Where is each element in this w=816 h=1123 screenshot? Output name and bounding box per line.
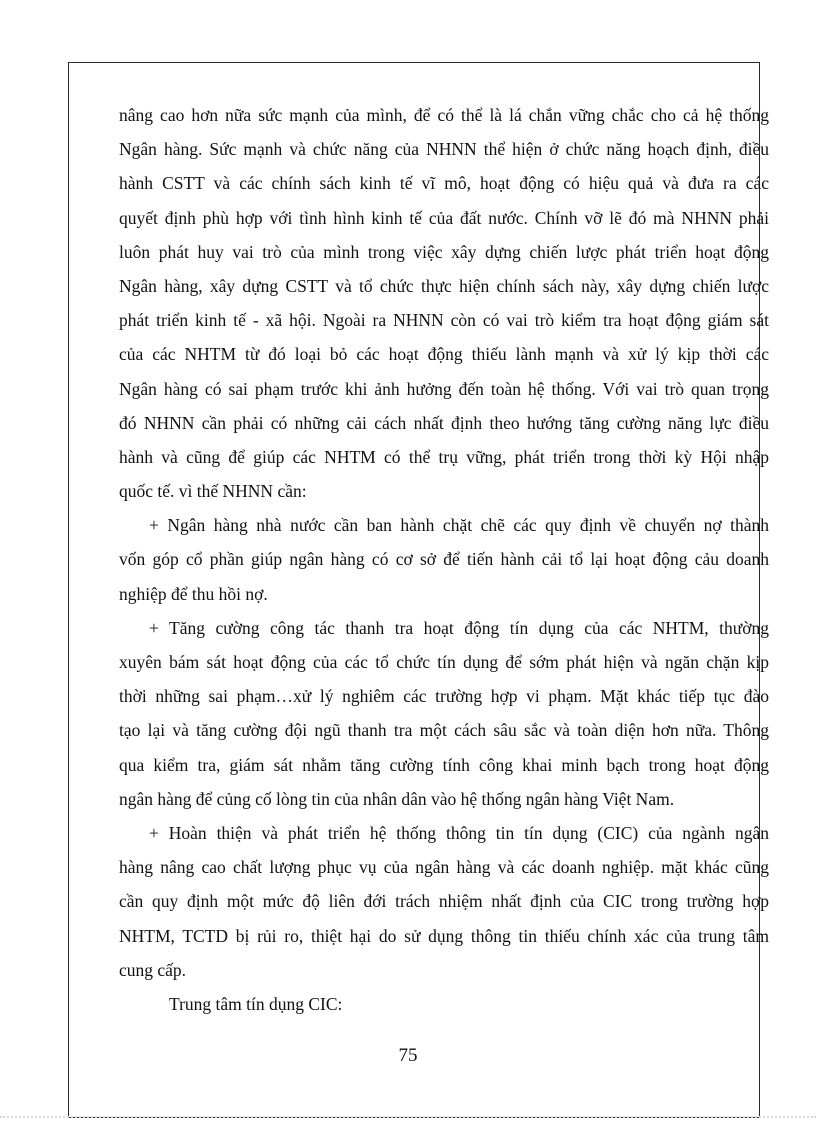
text-line: Trung tâm tín dụng CIC: <box>169 993 343 1014</box>
text-line: tạo lại và tăng cường đội ngũ thanh tra một cách sâu sắc và toàn diện hơn nữa. Thông <box>119 720 769 741</box>
paragraph <box>119 98 769 508</box>
text-line: Ngân hàng, xây dựng CSTT và tổ chức thực hiện chính sách này, xây dựng chiến lược <box>119 275 769 296</box>
text-line: cung cấp. <box>119 959 187 980</box>
text-line: ngân hàng để củng cố lòng tin của nhân dân vào hệ thống ngân hàng Việt Nam. <box>119 788 675 809</box>
page-bottom-divider <box>0 1116 816 1118</box>
text-line: hàng nâng cao chất lượng phục vụ của ngân hàng và các doanh nghiệp. mặt khác cũng <box>119 857 769 878</box>
text-line: luôn phát huy vai trò của mình trong việc xây dựng chiến lược phát triển hoạt động <box>119 241 769 262</box>
text-line: + Hoàn thiện và phát triển hệ thống thông tin tín dụng (CIC) của ngành ngân <box>149 822 769 843</box>
text-line: quyết định phù hợp với tình hình kinh tế của đất nước. Chính vỡ lẽ đó mà NHNN phải <box>119 207 769 228</box>
text-line: nâng cao hơn nữa sức mạnh của mình, để có thể là lá chắn vững chắc cho cả hệ thống <box>119 105 769 125</box>
paragraph <box>119 611 769 816</box>
text-line: NHTM, TCTD bị rủi ro, thiệt hại do sử dụng thông tin thiếu chính xác của trung tâm <box>119 925 769 946</box>
text-line: của các NHTM từ đó loại bỏ các hoạt động thiếu lành mạnh và xử lý kịp thời các <box>119 344 769 365</box>
paragraph <box>119 987 769 1021</box>
text-line: đó NHNN cần phải có những cải cách nhất định theo hướng tăng cường năng lực điều <box>119 412 769 433</box>
text-line: thời những sai phạm…xử lý nghiêm các trường hợp vi phạm. Mặt khác tiếp tục đào <box>119 686 769 707</box>
text-line: Ngân hàng. Sức mạnh và chức năng của NHNN thể hiện ở chức năng hoạch định, điều <box>119 139 769 160</box>
text-line: xuyên bám sát hoạt động của các tổ chức tín dụng để sớm phát hiện và ngăn chặn kịp <box>119 652 769 672</box>
text-line: qua kiểm tra, giám sát nhằm tăng cường tính công khai minh bạch trong hoạt động <box>119 754 769 775</box>
document-body <box>119 98 769 1021</box>
text-line: vốn góp cổ phần giúp ngân hàng có cơ sở để tiến hành cải tổ lại hoạt động cảu doanh <box>119 549 769 570</box>
text-line: phát triển kinh tế - xã hội. Ngoài ra NHNN còn có vai trò kiểm tra hoạt động giám sát <box>119 310 769 331</box>
text-line: hành CSTT và các chính sách kinh tế vĩ mô, hoạt động có hiệu quả và đưa ra các <box>119 173 769 194</box>
text-line: hành và cũng để giúp các NHTM có thể trụ vững, phát triển trong thời kỳ Hội nhập <box>119 446 769 467</box>
text-line: + Ngân hàng nhà nước cần ban hành chặt chẽ các quy định về chuyển nợ thành <box>149 515 769 536</box>
paragraph <box>119 816 769 987</box>
text-line: + Tăng cường công tác thanh tra hoạt động tín dụng của các NHTM, thường <box>149 617 769 638</box>
text-line: quốc tế. vì thế NHNN cần: <box>119 481 307 502</box>
paragraph <box>119 508 769 611</box>
page-number: 75 <box>398 1045 418 1066</box>
text-line: Ngân hàng có sai phạm trước khi ảnh hưởng đến toàn hệ thống. Với vai trò quan trọng <box>119 378 769 399</box>
text-line: nghiệp để thu hồi nợ. <box>119 583 268 604</box>
text-line: cần quy định một mức độ liên đới trách nhiệm nhất định của CIC trong trường hợp <box>119 891 769 912</box>
